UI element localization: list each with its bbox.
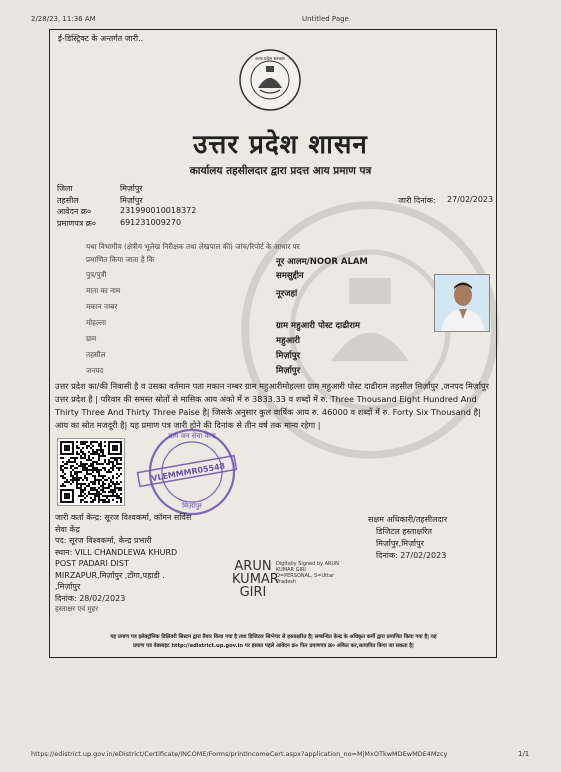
csc-rubber-stamp	[132, 424, 242, 524]
certificate-number-label: प्रमाणपत्र क्र०	[57, 219, 96, 228]
issuer-line: स्थान: VILL CHANDLEWA KHURD	[55, 547, 178, 557]
issuer-line: पद: सूरज विश्वकर्मा, केन्द्र प्रभारी	[55, 536, 152, 545]
signer-name-line: ARUN	[234, 559, 272, 574]
signer-name	[232, 559, 279, 600]
mother-name-value: नूरजहां	[276, 289, 298, 299]
officer-line: सक्षम अधिकारी/तहसीलदार	[368, 515, 448, 524]
house-number-label: मकान नम्बर	[86, 302, 118, 311]
signer-name-line: KUMAR	[232, 572, 279, 587]
officer-line: मिर्ज़ापुर,मिर्ज़ापुर	[376, 539, 424, 548]
officer-line: डिजिटल हस्ताक्षरित	[376, 527, 432, 536]
applicant-name: नूर आलम/NOOR ALAM	[276, 257, 368, 267]
footer-line-1: यह प्रमाण पत्र इलेक्ट्रॉनिक डिलिवरी सिस्टम द्वारा तैयार किया गया है तथा डिजिटल सिग्नेचर से हस्ताक्षरित है| सम्बन्धित केन्द्र के अधिकृत कर्मी द्वारा प्रमाणित किया गया है| यह	[110, 634, 437, 640]
locality-label: मोहल्ला	[86, 318, 106, 327]
print-page-title: Untitled Page	[302, 15, 349, 23]
certificate-number-value: 691231009270	[120, 218, 182, 227]
digital-sign-line: KUMAR GIRI	[276, 567, 306, 573]
issuer-block	[55, 512, 191, 616]
digital-signature-details	[276, 561, 339, 585]
district-field-label: जनपद	[86, 366, 104, 375]
stamp-id: VLEMMMR05548	[150, 461, 226, 484]
issuer-line: ,मिर्ज़ापुर	[55, 582, 81, 591]
issued-under-note: ई-डिस्ट्रिक्ट के अन्तर्गत जारी..	[58, 34, 144, 43]
intro-line-1: यथा विभागीय (क्षेत्रीय भूलेख निरीक्षक तथा लेखपाल की) जांच/रिपोर्ट के आधार पर	[86, 242, 300, 251]
digital-sign-line: Pradesh	[276, 579, 297, 585]
stamp-place: मिर्ज़ापुर	[182, 502, 202, 510]
tehsil-field-label: तहसील	[86, 350, 106, 359]
issuer-line: सेवा केंद्र	[55, 524, 80, 534]
print-datetime: 2/28/23, 11:36 AM	[31, 15, 96, 23]
village-value: महुआरी	[276, 336, 300, 346]
parent-label: पुत्र/पुत्री	[86, 270, 107, 279]
digital-sign-line: Digitally Signed by ARUN	[276, 561, 339, 567]
mother-name-label: माता का नाम	[86, 286, 121, 295]
digital-sign-line: O=PERSONAL, S=Uttar	[276, 573, 335, 579]
footer-line-2: प्रमाण पत्र वेबसाइट http://edistrict.up.gov.in पर इसका पहले आवेदन क्र० फिर प्रमाणपत्र क्र० अंकित कर,सत्यापित किया जा सकता है|	[133, 643, 414, 649]
applicant-photo	[434, 274, 490, 332]
tehsil-field-value: मिर्ज़ापुर	[276, 351, 301, 361]
certificate-title: उत्तर प्रदेश शासन	[193, 130, 368, 160]
footer-note	[52, 633, 495, 651]
officer-date-label: दिनांक:	[376, 551, 398, 560]
intro-line-2: प्रमाणित किया जाता है कि	[86, 255, 155, 264]
tehsil-value: मिर्ज़ापुर	[120, 196, 143, 205]
issue-date-label: जारी दिनांक:	[398, 196, 436, 205]
locality-value: ग्राम महुआरी पोस्ट दाढीराम	[276, 321, 361, 331]
issuer-line: POST PADARI DIST	[55, 559, 129, 568]
issuer-line: MIRZAPUR,मिर्ज़ापुर ,टोंगा,पहाडी .	[55, 570, 165, 580]
print-url: https://edistrict.up.gov.in/eDistrict/Certificate/INCOME/Forms/printIncomeCert.aspx?application_no=MjMxOTkwMDEwMDE4Mzcy	[31, 750, 448, 758]
print-page-count: 1/1	[518, 750, 530, 758]
stamp-text: ग्राम जन सेवा केन्द्र	[168, 432, 216, 440]
income-statement-paragraph: उत्तर प्रदेश का/की निवासी है व उसका वर्तमान पता मकान नम्बर ग्राम महुआरीमोहल्ला ग्राम महुआरी पोस्ट दाढीराम तहसील मिर्ज़ापुर ,जनपद मिर्ज़ापुर उत्तर प्रदेश है | परिवार की समस्त स्रोतों से मासिक आय अंको में रु 3833.33 व शब्दों में रु. Three Thousand Eight Hundred And Thirty Three And Thirty Three Paise है| जिसके अनुसार कुल वार्षिक आय रु. 46000 व शब्दों में रु. Forty Six Thousand है| आय का स्रोत मजदूरी है| यह प्रमाण पत्र जारी होने की दिनांक से तीन वर्ष तक मान्य रहेगा |	[55, 381, 489, 430]
district-field-value: मिर्ज़ापुर	[276, 366, 301, 376]
signer-name-line: GIRI	[239, 585, 267, 600]
village-label: ग्राम	[86, 334, 97, 343]
emblem-text: उत्तर प्रदेश सरकार	[255, 57, 285, 62]
tehsil-label: तहसील	[57, 196, 79, 205]
issue-date-value: 27/02/2023	[447, 195, 494, 204]
issuer-date-value: 28/02/2023	[79, 593, 126, 603]
issuer-line: जारी कर्ता केन्द्र: सूरज विश्वकर्मा, कॉमन सर्विस	[55, 513, 192, 522]
issuer-sign-label: हस्ताक्षर एवं मुहर	[55, 605, 99, 613]
officer-date-value: 27/02/2023	[400, 551, 447, 560]
verification-qr-code	[57, 438, 125, 506]
application-number-value: 231990010018372	[120, 206, 197, 215]
father-name: समसुद्दीन	[276, 271, 304, 281]
application-number-label: आवेदन क्र०	[57, 207, 92, 216]
issuer-date-label: दिनांक:	[55, 593, 77, 603]
officer-block	[368, 514, 447, 562]
certificate-subtitle: कार्यालय तहसीलदार द्वारा प्रदत्त आय प्रमाण पत्र	[189, 165, 372, 177]
district-value: मिर्ज़ापुर	[120, 184, 143, 193]
district-label: जिला	[57, 184, 73, 193]
